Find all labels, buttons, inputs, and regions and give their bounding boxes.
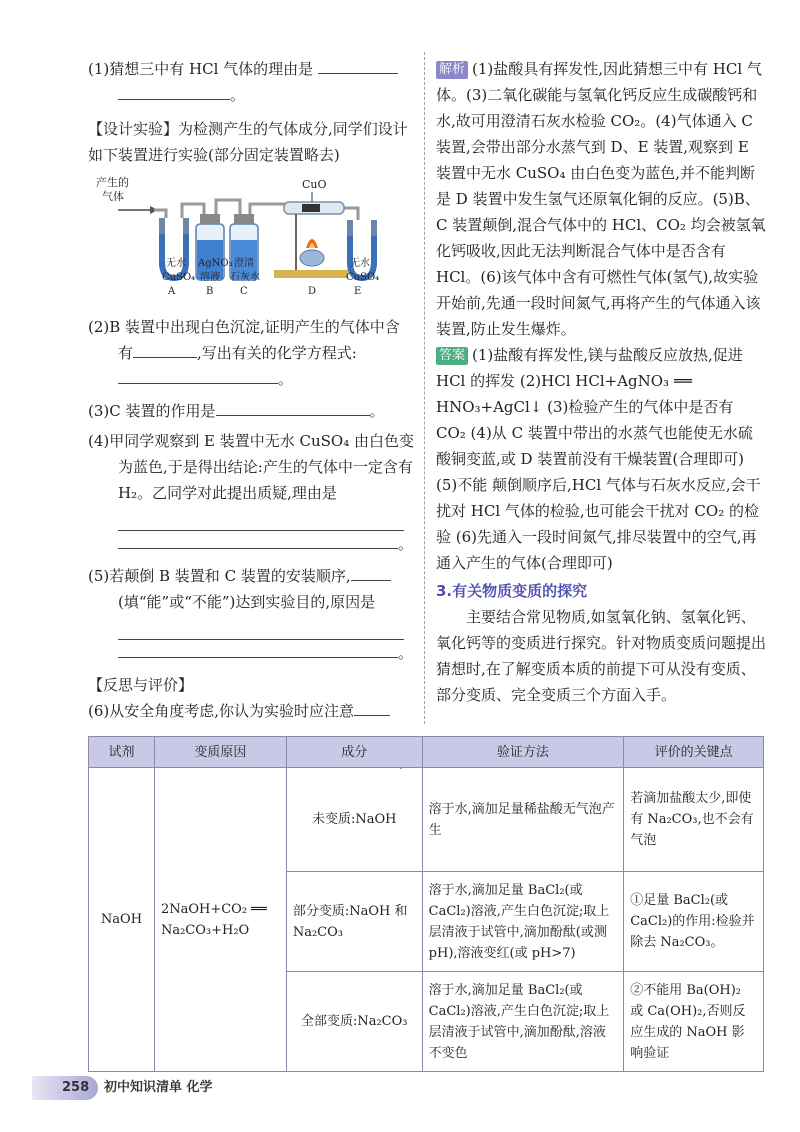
table-header-row xyxy=(89,737,764,768)
header-component: 成分 xyxy=(286,737,422,768)
label-b-letter: B xyxy=(206,286,214,297)
answer-blank-3[interactable] xyxy=(216,399,370,416)
reason-cell: 2NaOH+CO₂ ══ Na₂CO₃+H₂O xyxy=(154,768,286,1072)
component-cell: 未变质:NaOH xyxy=(286,768,422,872)
label-a-line1: 无水 xyxy=(166,258,186,269)
answer-line-4b[interactable] xyxy=(118,532,398,549)
answer-blank-2a[interactable] xyxy=(133,341,197,358)
label-b-line1: AgNO₃ xyxy=(198,258,233,269)
reflect-heading: 【反思与评价】 xyxy=(88,676,194,694)
page-footer xyxy=(32,1076,228,1100)
header-method: 验证方法 xyxy=(422,737,624,768)
book-title: 初中知识清单 化学 xyxy=(104,1080,213,1095)
answer-line-5a[interactable] xyxy=(118,615,404,640)
question-6-text: (6)从安全角度考虑,你认为实验时应注意 xyxy=(88,702,355,720)
analysis-text: (1)盐酸具有挥发性,因此猜想三中有 HCl 气体。(3)二氧化碳能与氢氧化钙反应生成碳酸钙和水,故可用澄清石灰水检验 CO₂。(4)气体通入 C 装置,会带出部分水蒸气到 D、E 装置,观察到 E 装置中无水 CuSO₄ 由白色变为蓝色,并不能判断是 D 装置中发生氢气还原氧化铜的反应。(5)B、C 装置颠倒,混合气体中的 HCl、CO₂ 均会被氢氧化钙吸收,因此无法判断混合气体中是否含有 HCl。(6)该气体中含有可燃性气体(氢气),故实验开始前,先通一段时间氮气,再将产生的气体通入该装置,防止发生爆炸。 xyxy=(436,60,766,338)
analysis-block xyxy=(436,56,766,342)
question-4-end: 。 xyxy=(398,535,414,553)
answer-line-4a[interactable] xyxy=(118,506,404,531)
table-row xyxy=(89,768,764,872)
header-evaluation: 评价的关键点 xyxy=(624,737,764,768)
question-1 xyxy=(88,56,414,82)
question-5-text-b: (填“能”或“不能”)达到实验目的,原因是 xyxy=(118,593,376,611)
question-2 xyxy=(88,314,414,366)
answer-blank-6a[interactable] xyxy=(354,699,390,716)
cuo-label: CuO xyxy=(302,178,327,191)
section-title: 3.有关物质变质的探究 xyxy=(436,582,588,600)
design-experiment: 【设计实验】为检测产生的气体成分,同学们设计如下装置进行实验(部分固定装置略去) xyxy=(88,120,408,164)
question-2-end: 。 xyxy=(278,370,294,388)
answer-blank-2b[interactable] xyxy=(118,367,278,384)
label-e-line2: CuSO₄ xyxy=(346,272,380,283)
question-3-end: 。 xyxy=(369,402,385,420)
question-3 xyxy=(88,398,414,424)
label-b-line2: 溶液 xyxy=(200,272,220,283)
component-cell: 全部变质:Na₂CO₃ xyxy=(286,972,422,1072)
label-c-line1: 澄清 xyxy=(234,258,254,269)
answer-line-5b[interactable] xyxy=(118,641,398,658)
label-e-line1: 无水 xyxy=(350,258,370,269)
question-5-cont xyxy=(88,640,414,666)
label-d-letter: D xyxy=(308,286,317,297)
gas-label-line2: 气体 xyxy=(102,190,124,203)
label-c-letter: C xyxy=(240,286,248,297)
method-cell: 溶于水,滴加足量 BaCl₂(或 CaCl₂)溶液,产生白色沉淀;取上层清液于试管中,滴加酚酞,溶液不变色 xyxy=(422,972,624,1072)
label-a-letter: A xyxy=(168,286,176,297)
apparatus-diagram xyxy=(88,174,388,308)
evaluation-cell: ①足量 BaCl₂(或 CaCl₂)的作用:检验并除去 Na₂CO₃。 xyxy=(624,872,764,972)
column-divider xyxy=(424,52,425,724)
question-1-cont xyxy=(88,82,414,108)
answer-blank-1b[interactable] xyxy=(118,83,230,100)
page-number: 258 xyxy=(62,1080,90,1095)
question-5-text-a: (5)若颠倒 B 装置和 C 装置的安装顺序, xyxy=(88,567,351,585)
right-column xyxy=(436,56,766,708)
evaluation-cell: 若滴加盐酸太少,即使有 Na₂CO₃,也不会有气泡 xyxy=(624,768,764,872)
answer-block xyxy=(436,342,766,576)
question-5-end: 。 xyxy=(398,644,414,662)
question-6 xyxy=(88,698,414,724)
label-c-line2: 石灰水 xyxy=(230,272,260,283)
question-3-text: (3)C 装置的作用是 xyxy=(88,402,216,420)
header-reagent: 试剂 xyxy=(89,737,155,768)
question-4-cont xyxy=(88,531,414,557)
question-2-cont xyxy=(88,366,414,392)
method-cell: 溶于水,滴加足量 BaCl₂(或 CaCl₂)溶液,产生白色沉淀;取上层清液于试管中,滴加酚酞(或测 pH),溶液变红(或 pH>7) xyxy=(422,872,624,972)
analysis-tag: 解析 xyxy=(436,61,468,79)
deterioration-table xyxy=(88,736,764,1072)
label-e-letter: E xyxy=(354,286,362,297)
evaluation-cell: ②不能用 Ba(OH)₂ 或 Ca(OH)₂,否则反应生成的 NaOH 影响验证 xyxy=(624,972,764,1072)
answer-blank-5a[interactable] xyxy=(351,564,391,581)
question-4-text: (4)甲同学观察到 E 装置中无水 CuSO₄ 由白色变为蓝色,于是得出结论:产生的气体中一定含有 H₂。乙同学对此提出质疑,理由是 xyxy=(88,432,414,502)
answer-blank-1a[interactable] xyxy=(318,57,398,74)
gas-label-line1: 产生的 xyxy=(96,176,129,189)
answer-text: (1)盐酸有挥发性,镁与盐酸反应放热,促进 HCl 的挥发 (2)HCl HCl+AgNO₃ ══ HNO₃+AgCl↓ (3)检验产生的气体中是否有 CO₂ (4)从 C 装置中带出的水蒸气也能使无水硫酸铜变蓝,或 D 装置前没有干燥装置(合理即可) (5)不能 颠倒顺序后,HCl 气体与石灰水反应,会干扰对 HCl 气体的检验,也可能会干扰对 CO₂ 的检验 (6)先通入一段时间氮气,排尽装置中的空气,再通入产生的气体(合理即可) xyxy=(436,346,761,572)
header-reason: 变质原因 xyxy=(154,737,286,768)
label-a-line2: CuSO₄ xyxy=(162,272,196,283)
question-4 xyxy=(88,428,414,506)
question-1-end: 。 xyxy=(230,86,246,104)
question-2-text-b: ,写出有关的化学方程式: xyxy=(197,344,357,362)
question-5 xyxy=(88,563,414,615)
question-1-text: (1)猜想三中有 HCl 气体的理由是 xyxy=(88,60,314,78)
question-2-text-a: (2)B 装置中出现白色沉淀,证明产生的气体中含有 xyxy=(88,318,400,362)
reagent-cell: NaOH xyxy=(89,768,155,1072)
method-cell: 溶于水,滴加足量稀盐酸无气泡产生 xyxy=(422,768,624,872)
left-column xyxy=(88,56,414,775)
component-cell: 部分变质:NaOH 和 Na₂CO₃ xyxy=(286,872,422,972)
section-text: 主要结合常见物质,如氢氧化钠、氢氧化钙、氧化钙等的变质进行探究。针对物质变质问题提出猜想时,在了解变质本质的前提下可从没有变质、部分变质、完全变质三个方面入手。 xyxy=(436,608,767,704)
answer-tag: 答案 xyxy=(436,347,468,365)
